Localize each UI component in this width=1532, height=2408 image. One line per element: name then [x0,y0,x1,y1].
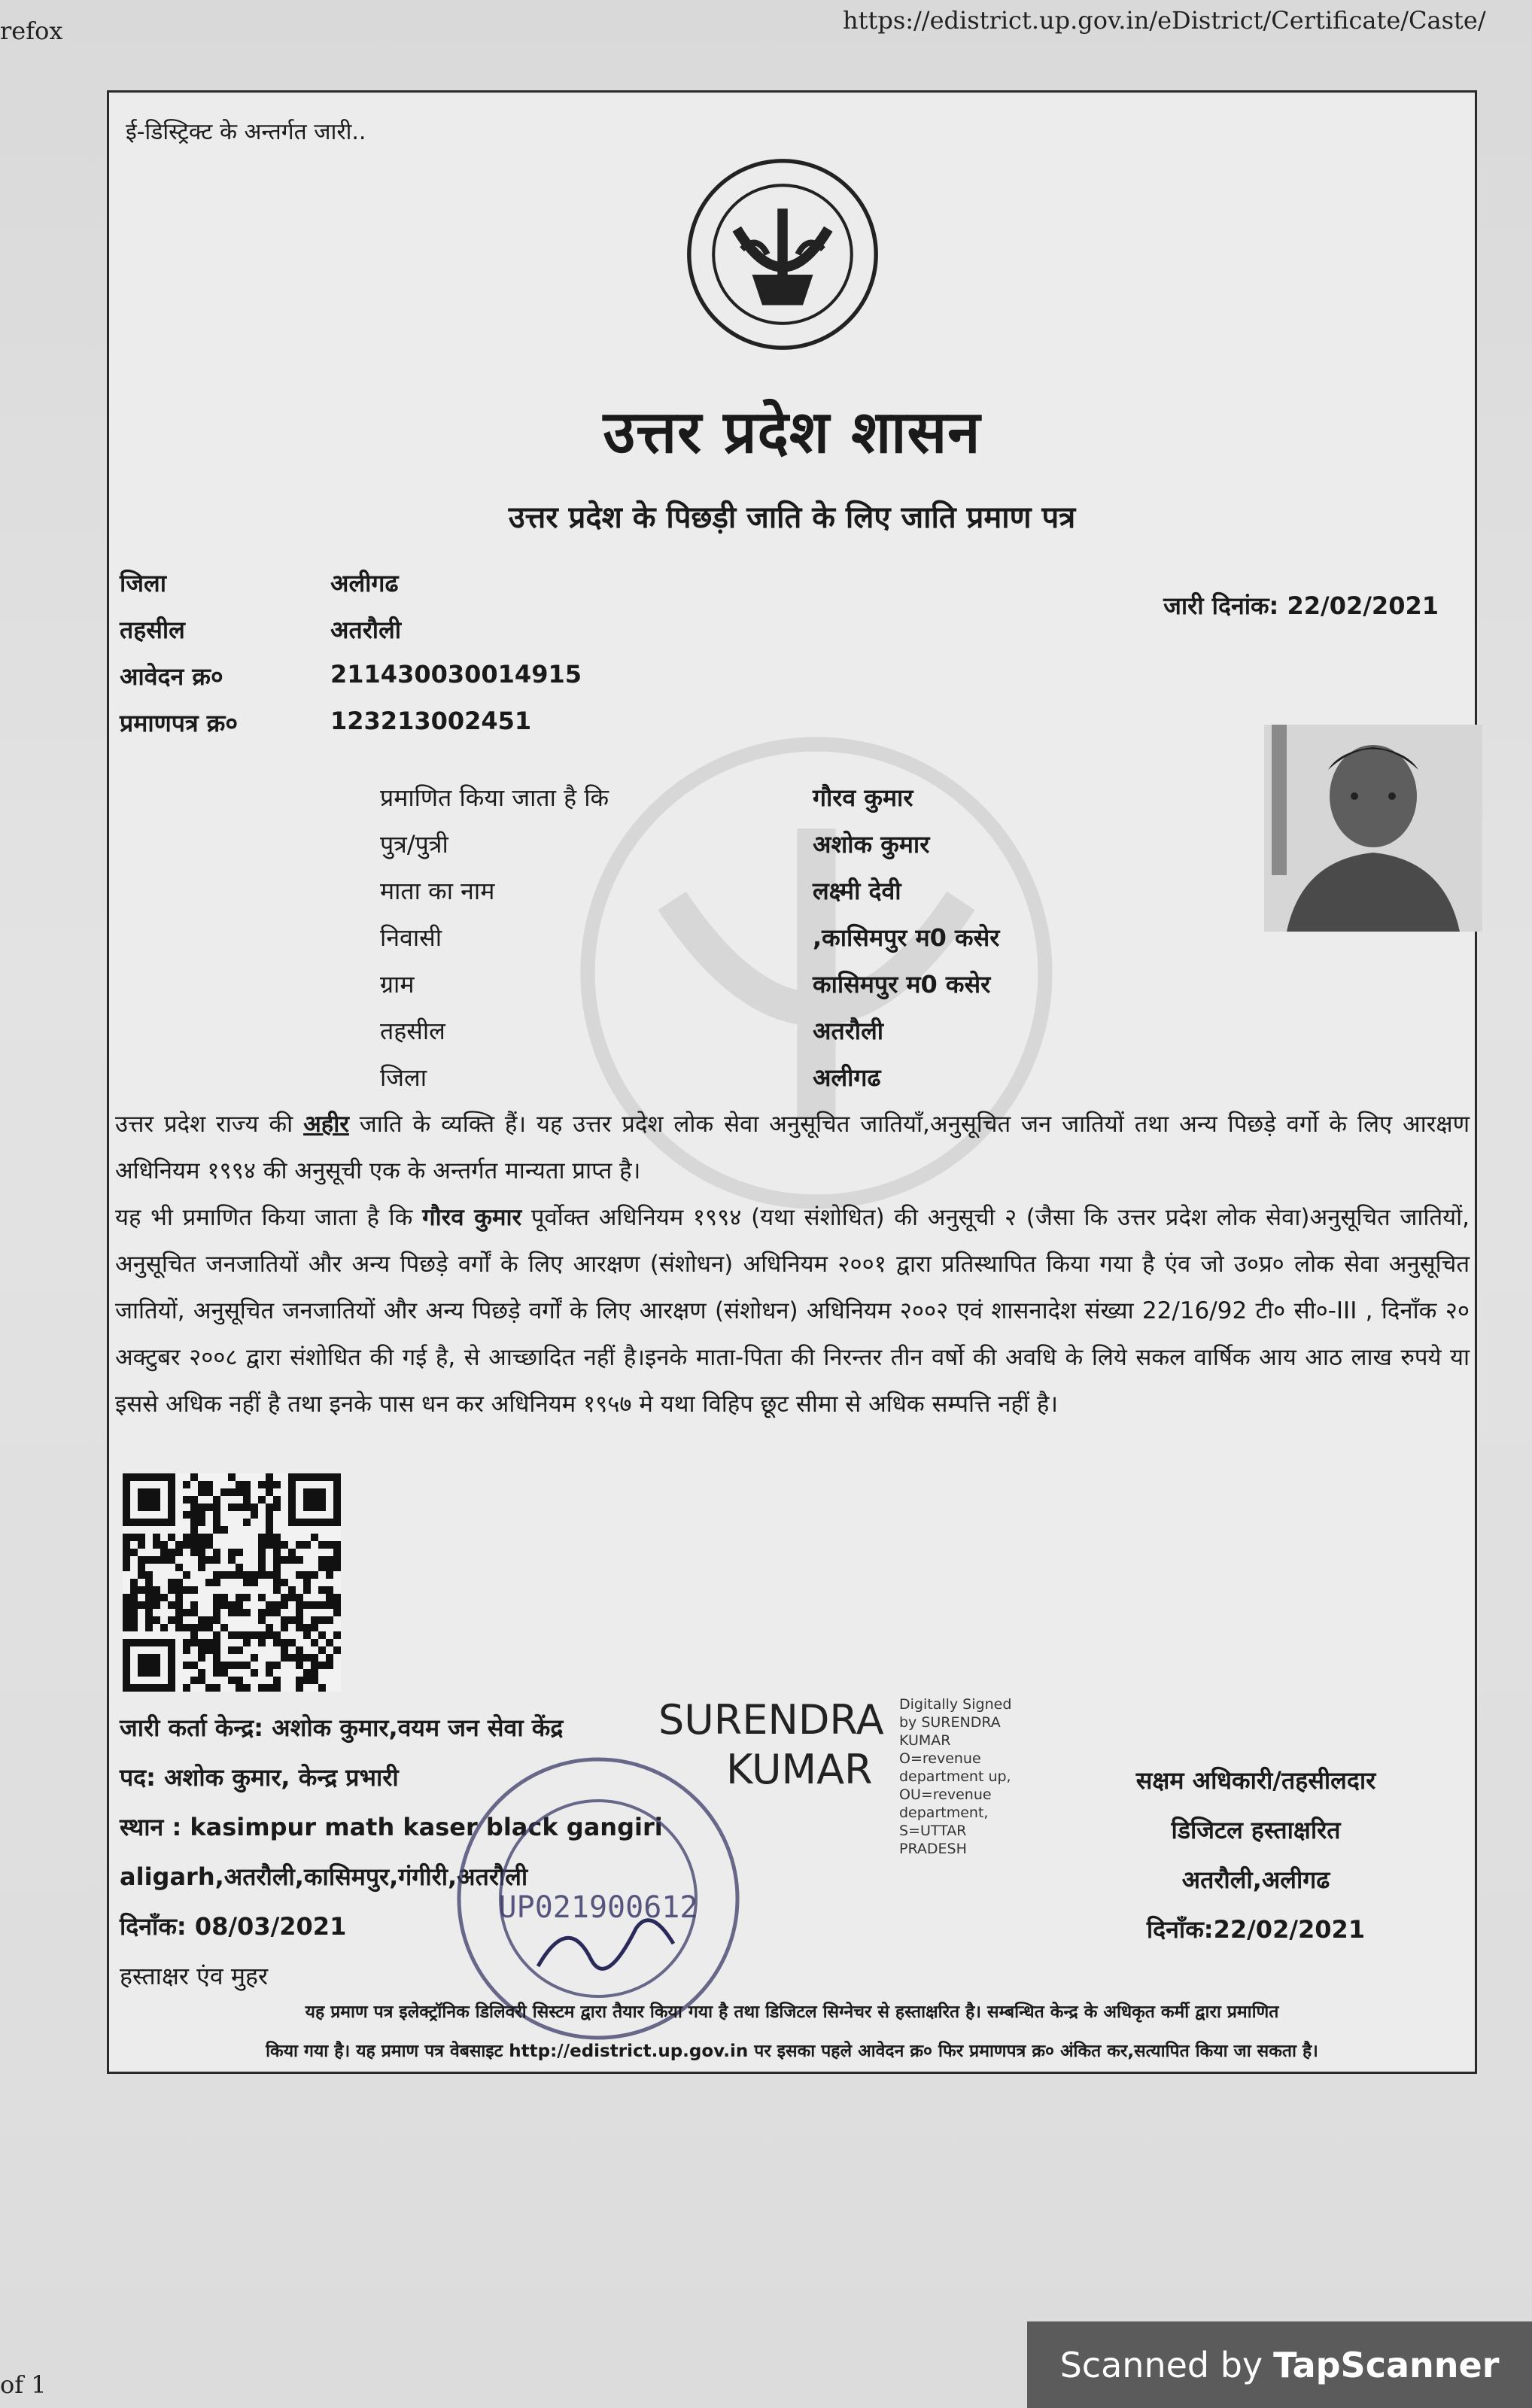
meta-value: 123213002451 [330,707,532,735]
issuer-post: पद: अशोक कुमार, केन्द्र प्रभारी [120,1763,399,1792]
detail-value: अशोक कुमार [813,830,930,859]
meta-row [120,707,582,753]
para1-text-a: उत्तर प्रदेश राज्य की [115,1111,304,1138]
qr-code[interactable] [123,1473,341,1692]
print-header-left: refox [0,17,63,45]
badge-prefix: Scanned by [1059,2344,1263,2385]
paragraph-1 [115,1101,1470,1194]
meta-label: आवेदन क्र० [120,662,223,691]
detail-row [380,968,999,1014]
signature-name-line-2: KUMAR [726,1746,873,1793]
meta-value: अलीगढ [330,569,399,597]
meta-label: तहसील [120,616,185,644]
detail-label: ग्राम [380,970,415,999]
signature-detail-line: PRADESH [899,1841,967,1857]
issuer-place-line-1: स्थान : kasimpur math kaser black gangiri [120,1813,663,1841]
detail-label: जिला [380,1063,427,1092]
tapscanner-badge [1027,2321,1532,2408]
meta-row [120,660,582,707]
detail-label: प्रमाणित किया जाता है कि [380,783,609,812]
signature-detail-line: OU=revenue [899,1786,992,1803]
handwritten-signature [538,1920,673,1969]
officer-place: अतरौली,अलीगढ [1181,1865,1330,1894]
applicant-details [380,781,999,1108]
issuer-date: दिनाँक: 08/03/2021 [120,1912,347,1941]
footer-line-2: किया गया है। यह प्रमाण पत्र वेबसाइट http://edistrict.up.gov.in पर इसका पहले आवेदन क्र० फिर प्रमाणपत्र क्र० अंकित कर,सत्यापित किया जा सकता है। [266,2042,1318,2061]
certificate-body [115,1101,1470,1427]
meta-value: 211430030014915 [330,660,582,689]
detail-row [380,921,999,968]
detail-value: ,कासिमपुर म0 कसेर [813,923,1000,952]
paragraph-2 [115,1194,1470,1427]
meta-row [120,567,582,613]
detail-value: लक्ष्मी देवी [813,877,901,905]
footer-note [124,1993,1460,2071]
signature-name-line-1: SURENDRA [658,1696,884,1744]
detail-label: तहसील [380,1017,445,1045]
signature-detail-line: department up, [899,1768,1011,1785]
detail-value: अतरौली [813,1017,884,1045]
print-header-url: https://edistrict.up.gov.in/eDistrict/Certificate/Caste/ [843,6,1486,35]
signature-detail-line: KUMAR [899,1732,951,1749]
applicant-photo [1264,725,1482,932]
officer-title: सक्षम अधिकारी/तहसीलदार [1135,1766,1376,1795]
government-title: उत्तर प्रदेश शासन [603,399,981,467]
footer-line-1: यह प्रमाण पत्र इलेक्ट्रॉनिक डिलिवरी सिस्टम द्वारा तैयार किया गया है तथा डिजिटल सिग्नेचर से हस्ताक्षरित है। सम्बन्धित केन्द्र के अधिकृत कर्मी द्वारा प्रमाणित [305,2002,1279,2022]
stamp-code: UP021900612 [498,1890,698,1925]
issuer-place-line-2: aligarh,अतरौली,कासिमपुर,गंगीरी,अतरौली [120,1862,528,1891]
detail-label: माता का नाम [380,877,495,905]
certificate-sheet [107,90,1477,2074]
applicant-name-inline: गौरव कुमार [422,1204,522,1231]
issue-date: जारी दिनांक: 22/02/2021 [1163,591,1439,620]
detail-value: गौरव कुमार [813,783,913,812]
signature-detail-line: O=revenue [899,1750,981,1767]
print-page-indicator: of 1 [0,2370,47,2399]
issued-under-text: ई-डिस्ट्रिक्ट के अन्तर्गत जारी.. [126,119,366,145]
detail-value: अलीगढ [813,1063,881,1092]
para1-text-b: जाति के व्यक्ति हैं। यह उत्तर प्रदेश लोक सेवा अनुसूचित जातियाँ,अनुसूचित जन जातियों तथा अन्य पिछड़े वर्गो के लिए आरक्षण अधिनियम १९९४ की अनुसूची एक के अन्तर्गत मान्यता प्राप्त है। [115,1111,1470,1184]
issuer-center: जारी कर्ता केन्द्र: अशोक कुमार,वयम जन सेवा केंद्र [120,1713,564,1742]
meta-label: जिला [120,569,167,597]
detail-value: कासिमपुर म0 कसेर [813,970,991,999]
detail-label: निवासी [380,923,442,952]
signature-detail-line: S=UTTAR [899,1823,967,1839]
signature-detail-line: department, [899,1804,989,1821]
meta-block [120,567,582,753]
person-photo-icon [1264,725,1482,932]
digital-signature-details [899,1695,1027,1858]
meta-label: प्रमाणपत्र क्र० [120,709,238,737]
up-state-emblem-icon [681,153,884,356]
issuer-sign-seal: हस्ताक्षर एंव मुहर [120,1962,269,1990]
signature-detail-line: Digitally Signed [899,1696,1012,1713]
signature-detail-line: by SURENDRA [899,1714,1001,1731]
caste-name: अहीर [303,1111,349,1138]
officer-date: दिनाँक:22/02/2021 [1146,1915,1366,1944]
detail-row [380,828,999,874]
detail-label: पुत्र/पुत्री [380,830,448,859]
detail-row [380,1014,999,1061]
badge-brand: TapScanner [1273,2344,1500,2385]
detail-row [380,874,999,921]
meta-row [120,613,582,660]
meta-value: अतरौली [330,616,402,644]
certificate-title: उत्तर प्रदेश के पिछड़ी जाति के लिए जाति प्रमाण पत्र [508,500,1076,535]
authorized-officer-block [1087,1756,1425,1954]
officer-digital-signed: डिजिटल हस्ताक्षरित [1171,1816,1341,1844]
para2-text-a: यह भी प्रमाणित किया जाता है कि [115,1204,423,1231]
para2-text-b: पूर्वोक्त अधिनियम १९९४ (यथा संशोधित) की अनुसूची २ (जैसा कि उत्तर प्रदेश लोक सेवा)अनुसूचित जातियों, अनुसूचित जनजातियों और अन्य पिछड़े वर्गों के लिए आरक्षण (संशोधन) अधिनियम २००१ द्वारा प्रतिस्थापित किया गया है एंव जो उ०प्र० लोक सेवा अनुसूचित जातियों, अनुसूचित जनजातियों और अन्य पिछड़े वर्गों के लिए आरक्षण (संशोधन) अधिनियम २००२ एवं शासनादेश संख्या 22/16/92 टी० सी०-III , दिनाँक २० अक्टुबर २००८ द्वारा संशोधित की गई है, से आच्छादित नहीं है।इनके माता-पिता की निरन्तर तीन वर्षो की अवधि के लिये सकल वार्षिक आय आठ लाख रुपये या इससे अधिक नहीं है तथा इनके पास धन कर अधिनियम १९५७ मे यथा विहिप छूट सीमा से अधिक सम्पत्ति नहीं है। [115,1204,1470,1418]
detail-row [380,781,999,828]
